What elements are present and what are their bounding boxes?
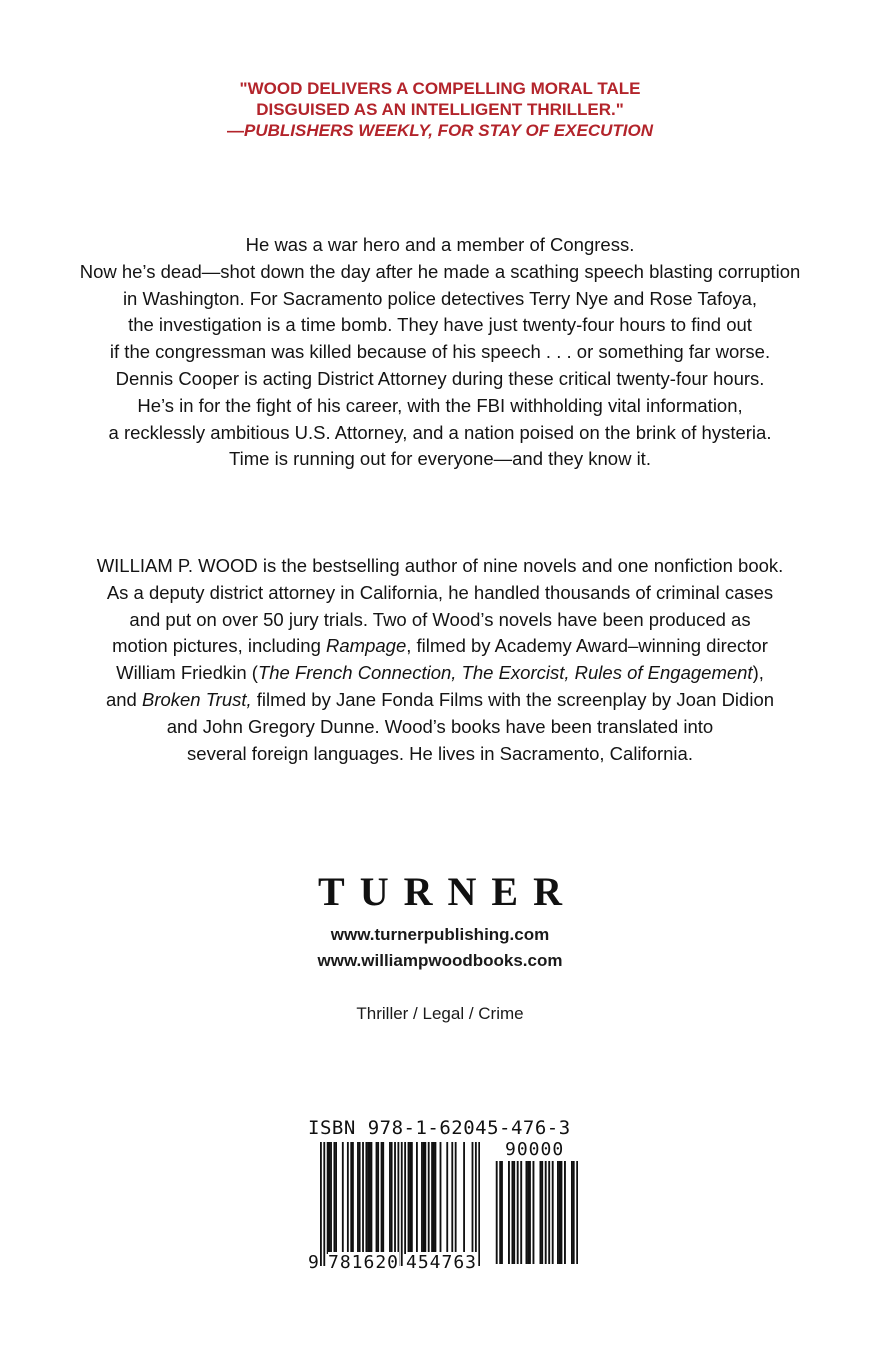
barcode-bar <box>428 1142 430 1254</box>
addon-bar <box>548 1161 550 1264</box>
attribution-source: PUBLISHERS WEEKLY <box>243 121 429 140</box>
synopsis-line: a recklessly ambitious U.S. Attorney, and a nation poised on the brink of hysteria. <box>108 421 772 443</box>
synopsis-line: He’s in for the fight of his career, with the FBI withholding vital information, <box>137 394 743 416</box>
addon-bar <box>564 1161 566 1264</box>
addon-bar <box>501 1161 503 1264</box>
addon-bar <box>513 1161 515 1264</box>
addon-bar <box>571 1161 573 1264</box>
barcode-bar <box>431 1142 433 1254</box>
addon-bar <box>520 1161 522 1264</box>
barcode-bar <box>328 1142 330 1254</box>
publisher-url: www.turnerpublishing.com <box>330 925 550 944</box>
barcode-bar <box>367 1142 369 1254</box>
addon-bar <box>529 1161 531 1264</box>
synopsis-line: Time is running out for everyone—and they know it. <box>229 448 651 470</box>
addon-bar <box>545 1161 547 1264</box>
barcode-bar <box>411 1142 413 1254</box>
barcode-bar <box>382 1142 384 1254</box>
barcode-bar <box>362 1142 364 1254</box>
barcode-bar <box>327 1142 329 1254</box>
publisher-logo: TURNER <box>318 869 577 914</box>
barcode-main <box>320 1142 480 1266</box>
barcode-bar <box>391 1142 393 1254</box>
barcode-bar <box>446 1142 448 1254</box>
barcode-bar <box>435 1142 437 1254</box>
quote-line-2: DISGUISED AS AN INTELLIGENT THRILLER." <box>256 100 624 119</box>
barcode-bar <box>377 1142 379 1254</box>
attribution-for: , FOR <box>428 121 479 140</box>
barcode-digits-right: 454763 <box>406 1252 478 1273</box>
synopsis-line: Dennis Cooper is acting District Attorney during these critical twenty-four hours. <box>115 367 765 389</box>
barcode-bar <box>365 1142 367 1254</box>
addon-bar <box>517 1161 519 1264</box>
quote-attribution <box>0 120 880 141</box>
addon-bar <box>552 1161 554 1264</box>
barcode-bar <box>416 1142 418 1254</box>
synopsis <box>20 232 860 473</box>
addon-bar <box>508 1161 510 1264</box>
pull-quote <box>0 78 880 141</box>
bio-line: and John Gregory Dunne. Wood’s books have been translated into <box>166 715 714 737</box>
film-titles-friedkin: The French Connection, The Exorcist, Rules of Engagement <box>257 662 753 684</box>
isbn-text: ISBN 978-1-62045-476-3 <box>308 1117 571 1139</box>
addon-bar <box>533 1161 535 1264</box>
bio-line: several foreign languages. He lives in Sacramento, California. <box>187 742 693 764</box>
addon-bar <box>499 1161 501 1264</box>
synopsis-line: Now he’s dead—shot down the day after he made a scathing speech blasting corruption <box>79 260 801 282</box>
barcode-bar <box>463 1142 465 1254</box>
genre-label: Thriller / Legal / Crime <box>356 1004 524 1023</box>
bio-text: filmed by Jane Fonda Films with the screenplay by Joan Didion <box>251 688 775 710</box>
barcode-bar <box>347 1142 349 1254</box>
addon-bar <box>576 1161 578 1264</box>
barcode-bar <box>472 1142 474 1254</box>
synopsis-line: He was a war hero and a member of Congress. <box>245 234 635 255</box>
barcode-bar <box>323 1142 325 1266</box>
bio-line <box>20 687 860 714</box>
author-url: www.williampwoodbooks.com <box>317 951 563 970</box>
barcode-bar <box>409 1142 411 1254</box>
barcode-bar <box>394 1142 396 1254</box>
bio-text: ), <box>752 662 764 684</box>
barcode-bar <box>451 1142 453 1254</box>
barcode-bar <box>440 1142 442 1254</box>
barcode-bar <box>423 1142 425 1254</box>
barcode-bar <box>455 1142 457 1254</box>
film-title-broken-trust: Broken Trust, <box>141 688 252 710</box>
addon-bar <box>561 1161 563 1264</box>
bio-text: motion pictures, including <box>112 635 327 657</box>
bio-line: and put on over 50 jury trials. Two of Wood’s novels have been produced as <box>129 608 751 630</box>
attribution-title: STAY OF EXECUTION <box>478 121 653 140</box>
bio-line <box>20 660 860 687</box>
bio-text: and <box>105 688 142 710</box>
barcode-digit-first: 9 <box>308 1252 319 1273</box>
barcode-bar <box>397 1142 399 1266</box>
addon-bar <box>540 1161 542 1264</box>
barcode-bar <box>330 1142 332 1254</box>
addon-bar <box>559 1161 561 1264</box>
barcode-bar <box>389 1142 391 1254</box>
synopsis-line: if the congressman was killed because of his speech . . . or something far worse. <box>109 341 771 363</box>
barcode-bar <box>478 1142 480 1266</box>
addon-bar <box>573 1161 575 1264</box>
barcode-bar <box>333 1142 335 1254</box>
addon-bar <box>526 1161 528 1264</box>
barcode-addon <box>494 1161 578 1264</box>
bio-line <box>20 633 860 660</box>
barcode-addon-digits: 90000 <box>505 1139 565 1160</box>
barcode-bar <box>320 1142 322 1266</box>
barcode-bar <box>404 1142 406 1254</box>
bio-text: , filmed by Academy Award–winning director <box>406 635 768 657</box>
barcode-bar <box>424 1142 426 1254</box>
barcode-bar <box>475 1142 477 1266</box>
addon-bar <box>557 1161 559 1264</box>
bio-line: WILLIAM P. WOOD is the bestselling author of nine novels and one nonfiction book. <box>96 555 784 576</box>
addon-bar <box>527 1161 529 1264</box>
synopsis-line: the investigation is a time bomb. They have just twenty-four hours to find out <box>128 314 752 336</box>
barcode-bar <box>376 1142 378 1254</box>
attribution-dash: — <box>226 121 244 140</box>
barcode-bar <box>371 1142 373 1254</box>
addon-bar <box>541 1161 543 1264</box>
barcode-bar <box>357 1142 359 1254</box>
author-bio <box>20 553 860 767</box>
barcode-bar <box>421 1142 423 1254</box>
barcode-bar <box>359 1142 361 1254</box>
synopsis-line: in Washington. For Sacramento police detectives Terry Nye and Rose Tafoya, <box>122 287 758 309</box>
bio-line: As a deputy district attorney in California, he handled thousands of criminal cases <box>106 581 774 603</box>
barcode-bar <box>433 1142 435 1254</box>
barcode-bar <box>381 1142 383 1254</box>
barcode-bar <box>352 1142 354 1254</box>
barcode-bar <box>342 1142 344 1254</box>
barcode-bar <box>401 1142 403 1266</box>
addon-bar <box>512 1161 514 1264</box>
barcode-bar <box>369 1142 371 1254</box>
bio-text: William Friedkin ( <box>116 662 258 684</box>
barcode-bar <box>350 1142 352 1254</box>
film-title-rampage: Rampage <box>326 635 407 657</box>
barcode-bar <box>335 1142 337 1254</box>
barcode-bar <box>408 1142 410 1254</box>
quote-line-1: "WOOD DELIVERS A COMPELLING MORAL TALE <box>239 79 641 98</box>
addon-bar <box>496 1161 498 1264</box>
barcode-digits-left: 781620 <box>328 1252 400 1273</box>
